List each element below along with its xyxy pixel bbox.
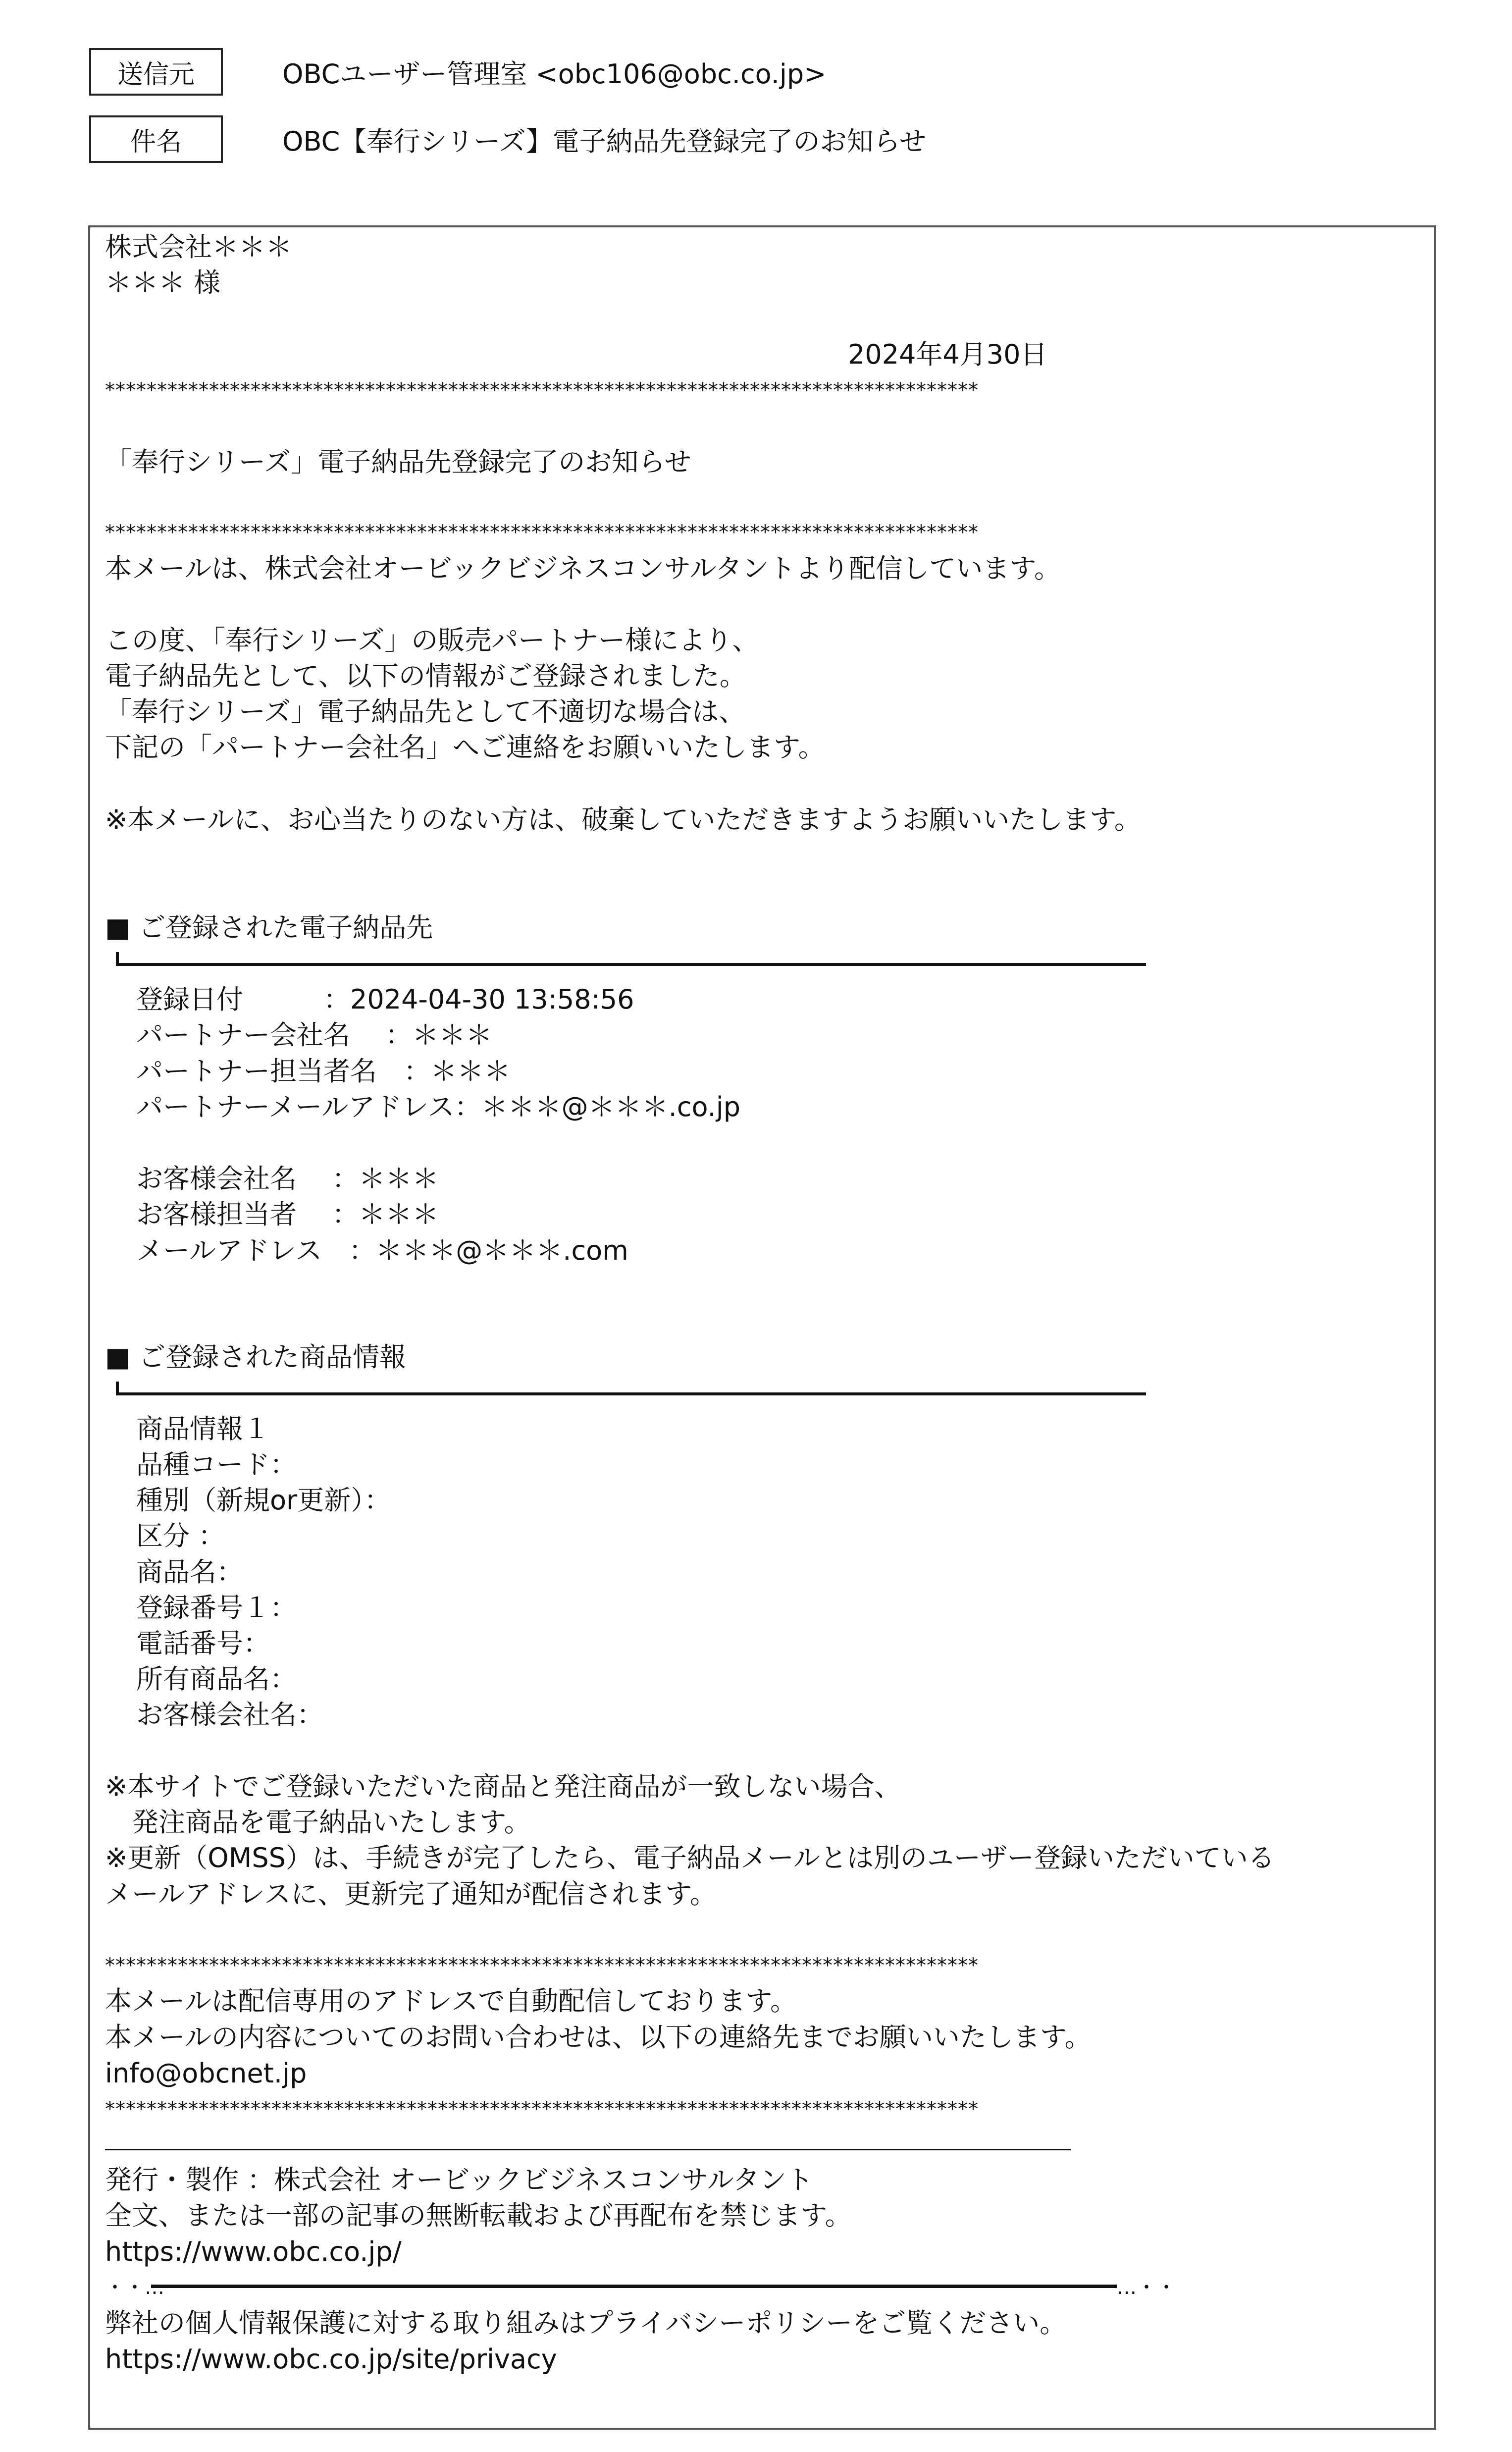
section-rule (116, 963, 1146, 966)
partner-email: パートナーメールアドレス：＊＊＊@＊＊＊.co.jp (136, 1091, 740, 1122)
para-line: 下記の「パートナー会社名」へご連絡をお願いいたします。 (105, 732, 825, 763)
customer-contact: お客様担当者 ：＊＊＊ (136, 1199, 439, 1230)
product-field: 品種コード： (136, 1449, 297, 1480)
footer-rule (105, 2149, 1071, 2150)
auto-notice-line: 本メールは配信専用のアドレスで自動配信しております。 (105, 1985, 797, 2017)
sender-value: OBCユーザー管理室 <obc106@obc.co.jp> (282, 58, 827, 90)
mail-date: 2024年4月30日 (848, 339, 1047, 370)
section-title-delivery: ■ ご登録された電子納品先 (105, 912, 433, 943)
auto-notice-line: 本メールの内容についてのお問い合わせは、以下の連絡先までお願いいたします。 (105, 2022, 1092, 2053)
note-line: ※本サイトでご登録いただいた商品と発注商品が一致しない場合、 (105, 1771, 901, 1802)
star-divider: ************************************************************************************ (105, 2098, 979, 2121)
discard-notice: ※本メールに、お心当たりのない方は、破棄していただきますようお願いいたします。 (105, 804, 1141, 835)
product-field: 登録番号１： (136, 1592, 297, 1623)
product-field: 電話番号： (136, 1628, 270, 1659)
privacy-url-link[interactable]: https://www.obc.co.jp/site/privacy (105, 2344, 557, 2375)
product-info-heading: 商品情報１ (136, 1413, 270, 1444)
product-field: 商品名： (136, 1556, 243, 1588)
footer-url-link[interactable]: https://www.obc.co.jp/ (105, 2236, 402, 2267)
note-line: メールアドレスに、更新完了通知が配信されます。 (105, 1878, 717, 1910)
subject-label: 件名 (89, 115, 223, 163)
partner-contact: パートナー担当者名 ：＊＊＊ (136, 1056, 511, 1087)
para-line: 「奉行シリーズ」電子納品先として不適切な場合は、 (105, 696, 746, 727)
dots-left: ・・… (105, 2276, 164, 2299)
product-field: 種別（新規or更新）： (136, 1485, 391, 1516)
dots-right: …・・ (1117, 2276, 1176, 2299)
customer-email: メールアドレス ：＊＊＊@＊＊＊.com (136, 1235, 628, 1266)
contact-email-link[interactable]: info@obcnet.jp (105, 2058, 307, 2089)
product-field: 区分 ： (136, 1520, 225, 1551)
company-name: 株式会社＊＊＊ (105, 231, 292, 263)
mail-title: 「奉行シリーズ」電子納品先登録完了のお知らせ (105, 446, 691, 478)
sender-label: 送信元 (89, 48, 223, 96)
note-line: ※更新（OMSS）は、手続きが完了したら、電子納品メールとは別のユーザー登録いただいている (105, 1842, 1275, 1873)
privacy-text: 弊社の個人情報保護に対する取り組みはプライバシーポリシーをご覧ください。 (105, 2307, 1067, 2339)
subject-value: OBC【奉行シリーズ】電子納品先登録完了のお知らせ (282, 125, 926, 157)
partner-company: パートナー会社名 ：＊＊＊ (136, 1019, 493, 1051)
customer-company: お客様会社名 ：＊＊＊ (136, 1163, 439, 1194)
section-rule (116, 1392, 1146, 1395)
product-field: お客様会社名： (136, 1699, 323, 1730)
product-field: 所有商品名： (136, 1663, 297, 1695)
footer-copyright: 全文、または一部の記事の無断転載および再配布を禁じます。 (105, 2200, 852, 2231)
recipient-name: ＊＊＊ 様 (105, 267, 221, 298)
para-line: 電子納品先として、以下の情報がご登録されました。 (105, 660, 746, 692)
star-divider: ************************************************************************************ (105, 1954, 979, 1977)
intro-text: 本メールは、株式会社オービックビジネスコンサルタントより配信しています。 (105, 553, 1061, 584)
registration-date: 登録日付 ：2024-04-30 13:58:56 (136, 984, 634, 1015)
footer-publisher: 発行・製作 ：株式会社 オービックビジネスコンサルタント (105, 2164, 813, 2195)
star-divider: ************************************************************************************ (105, 521, 979, 544)
dotted-rule (151, 2285, 1117, 2288)
note-line: 発注商品を電子納品いたします。 (105, 1807, 531, 1838)
para-line: この度、「奉行シリーズ」の販売パートナー様により、 (105, 625, 759, 656)
section-title-products: ■ ご登録された商品情報 (105, 1341, 407, 1373)
star-divider: ************************************************************************************ (105, 379, 979, 402)
